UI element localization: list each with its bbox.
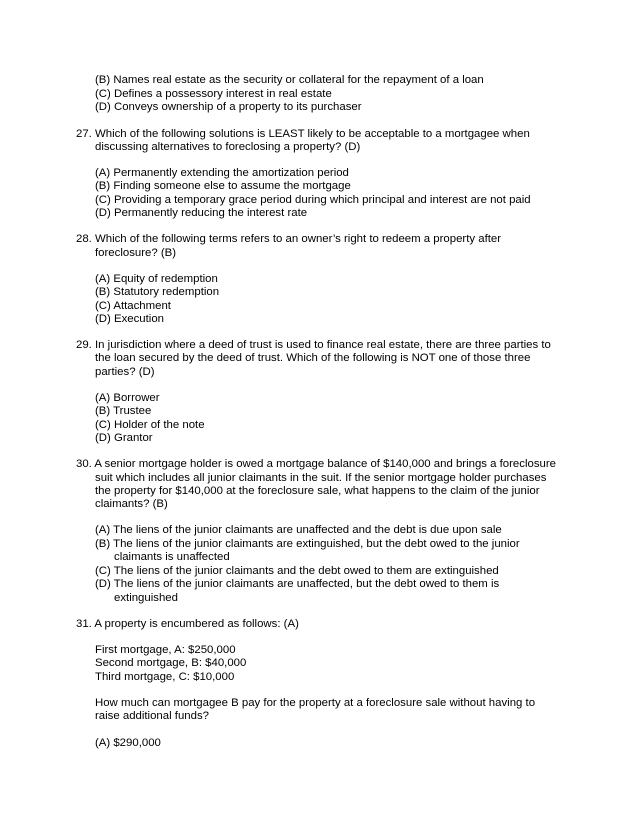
question-30-option-b: (B) The liens of the junior claimants are extinguished, but the debt owed to the junior [95, 538, 520, 550]
question-31-first-mortgage: First mortgage, A: $250,000 [95, 644, 236, 656]
question-27-stem-cont: discussing alternatives to foreclosing a property? (D) [95, 141, 361, 153]
question-28-option-a: (A) Equity of redemption [95, 273, 218, 285]
question-29-option-b: (B) Trustee [95, 405, 152, 417]
question-30-stem-cont-2: the property for $140,000 at the foreclosure sale, what happens to the claim of the junior [95, 485, 540, 497]
question-30-option-c: (C) The liens of the junior claimants and the debt owed to them are extinguished [95, 565, 499, 577]
question-29-stem-cont-2: parties? (D) [95, 366, 155, 378]
question-29-stem: 29. In jurisdiction where a deed of trust is used to finance real estate, there are three parties to [76, 339, 551, 351]
question-30-option-b-cont: claimants is unaffected [114, 551, 230, 563]
question-29-option-d: (D) Grantor [95, 432, 153, 444]
option-d: (D) Conveys ownership of a property to its purchaser [95, 101, 362, 113]
question-31-question-cont: raise additional funds? [95, 710, 209, 722]
question-30-stem: 30. A senior mortgage holder is owed a mortgage balance of $140,000 and brings a foreclosure [76, 458, 556, 470]
question-30-option-d: (D) The liens of the junior claimants are unaffected, but the debt owed to them is [95, 578, 500, 590]
question-28-option-b: (B) Statutory redemption [95, 286, 220, 298]
question-31-second-mortgage: Second mortgage, B: $40,000 [95, 657, 247, 669]
question-31-question: How much can mortgagee B pay for the property at a foreclosure sale without having to [95, 697, 536, 709]
question-28-option-d: (D) Execution [95, 313, 165, 325]
question-28-option-c: (C) Attachment [95, 300, 171, 312]
question-31-stem: 31. A property is encumbered as follows: (A) [76, 618, 299, 630]
question-29-option-c: (C) Holder of the note [95, 419, 205, 431]
question-31-third-mortgage: Third mortgage, C: $10,000 [95, 671, 235, 683]
question-29-option-a: (A) Borrower [95, 392, 160, 404]
question-30-option-d-cont: extinguished [114, 592, 178, 604]
question-30-stem-cont-1: suit which includes all junior claimants in the suit. If the senior mortgage holder purchases [95, 472, 547, 484]
question-28-stem: 28. Which of the following terms refers to an owner’s right to redeem a property after [76, 233, 502, 245]
question-29-stem-cont-1: the loan secured by the deed of trust. Which of the following is NOT one of those three [95, 352, 531, 364]
question-27-option-d: (D) Permanently reducing the interest rate [95, 207, 308, 219]
question-27-option-a: (A) Permanently extending the amortization period [95, 167, 349, 179]
question-27-stem: 27. Which of the following solutions is LEAST likely to be acceptable to a mortgagee when [76, 128, 530, 140]
question-28-stem-cont: foreclosure? (B) [95, 247, 177, 259]
option-c: (C) Defines a possessory interest in real estate [95, 88, 332, 100]
question-30-stem-cont-3: claimants? (B) [95, 498, 168, 510]
question-31-option-a: (A) $290,000 [95, 737, 161, 749]
question-27-option-b: (B) Finding someone else to assume the mortgage [95, 180, 351, 192]
question-30-option-a: (A) The liens of the junior claimants are unaffected and the debt is due upon sale [95, 524, 502, 536]
question-27-option-c: (C) Providing a temporary grace period during which principal and interest are not paid [95, 194, 531, 206]
option-b: (B) Names real estate as the security or collateral for the repayment of a loan [95, 74, 484, 86]
